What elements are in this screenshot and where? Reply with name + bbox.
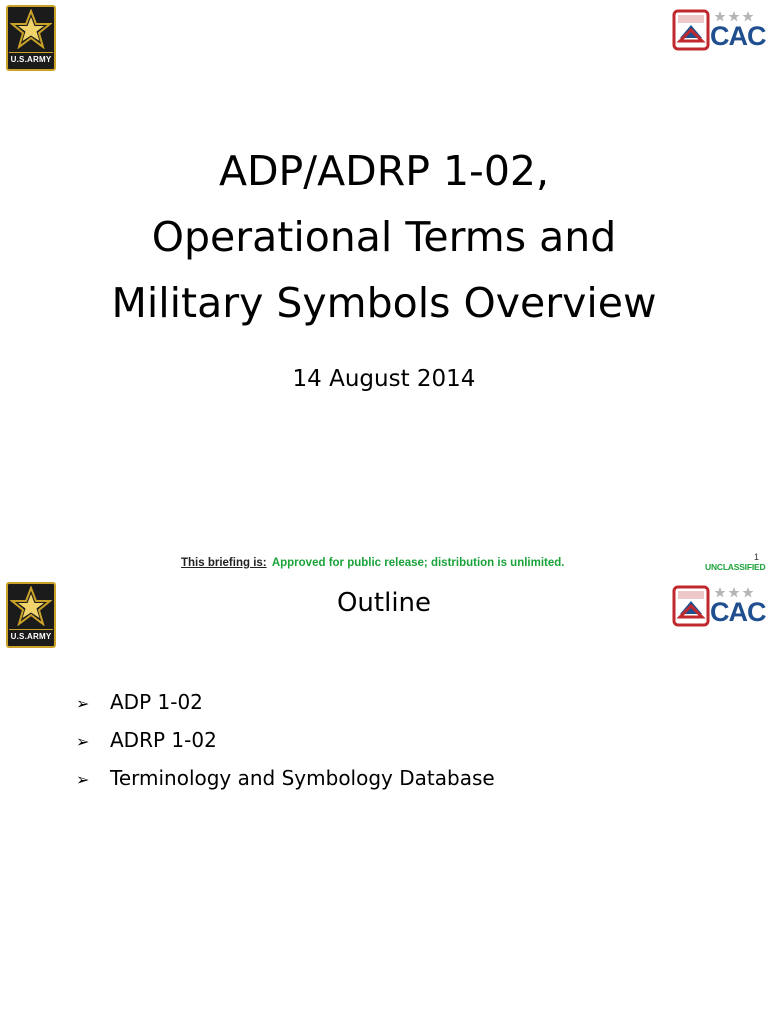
list-item <box>76 760 495 798</box>
outline-list <box>76 684 495 798</box>
army-star-icon <box>10 9 52 49</box>
outline-slide <box>0 576 768 1024</box>
slide-date: 14 August 2014 <box>292 366 476 392</box>
slide-title <box>0 138 768 336</box>
release-text: Approved for public release; distribution is unlimited. <box>271 557 565 569</box>
arrow-bullet-icon: ➢ <box>76 694 90 713</box>
list-item-text: ADRP 1-02 <box>110 728 217 752</box>
list-item <box>76 684 495 722</box>
release-statement <box>181 557 564 569</box>
arrow-bullet-icon: ➢ <box>76 732 90 751</box>
title-line-3: Military Symbols Overview <box>111 279 657 327</box>
list-item <box>76 722 495 760</box>
list-item-text: ADP 1-02 <box>110 690 203 714</box>
cac-logo <box>672 8 766 52</box>
cac-logo-text: CAC <box>710 597 766 627</box>
release-lead: This briefing is: <box>181 557 267 569</box>
army-logo-text: U.S.ARMY <box>9 52 53 66</box>
list-item-text: Terminology and Symbology Database <box>110 766 495 790</box>
classification-marking: UNCLASSIFIED <box>705 562 766 572</box>
title-line-1: ADP/ADRP 1-02, <box>218 147 550 195</box>
arrow-bullet-icon: ➢ <box>76 770 90 789</box>
army-logo <box>6 5 56 71</box>
page-number: 1 <box>754 552 760 562</box>
title-line-2: Operational Terms and <box>151 213 617 261</box>
outline-title: Outline <box>336 588 432 618</box>
army-logo-text: U.S.ARMY <box>9 629 53 643</box>
cac-logo-text: CAC <box>710 21 766 51</box>
